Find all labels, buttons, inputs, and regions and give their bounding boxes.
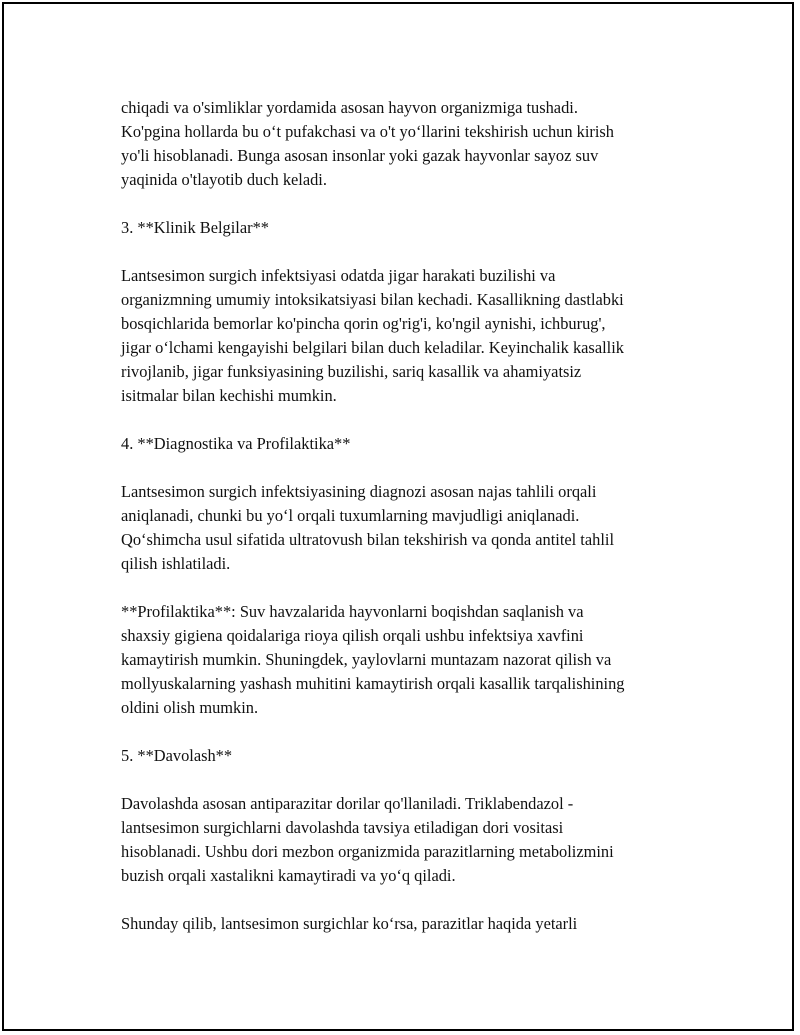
section-heading-treatment (121, 744, 701, 768)
text-line: mollyuskalarning yashash muhitini kamaytirish orqali kasallik tarqalishining (121, 674, 625, 693)
text-line: Lantsesimon surgich infektsiyasining diagnozi asosan najas tahlili orqali (121, 482, 597, 501)
text-line: buzish orqali xastalikni kamaytiradi va yo‘q qiladi. (121, 866, 456, 885)
text-line: oldini olish mumkin. (121, 698, 259, 717)
text-line: Lantsesimon surgich infektsiyasi odatda jigar harakati buzilishi va (121, 266, 556, 285)
document-body (121, 96, 701, 960)
text-line: **Profilaktika**: Suv havzalarida hayvonlarni boqishdan saqlanish va (121, 602, 584, 621)
text-line: hisoblanadi. Ushbu dori mezbon organizmida parazitlarning metabolizmini (121, 842, 614, 861)
paragraph-prophylaxis (121, 600, 701, 720)
text-line: chiqadi va o'simliklar yordamida asosan hayvon organizmiga tushadi. (121, 98, 578, 117)
page-frame (2, 2, 794, 1031)
text-line: organizmning umumiy intoksikatsiyasi bilan kechadi. Kasallikning dastlabki (121, 290, 624, 309)
heading-text: 3. **Klinik Belgilar** (121, 218, 269, 237)
text-line: Qo‘shimcha usul sifatida ultratovush bilan tekshirish va qonda antitel tahlil (121, 530, 614, 549)
text-line: jigar o‘lchami kengayishi belgilari bilan duch keladilar. Keyinchalik kasallik (121, 338, 624, 357)
heading-text: 5. **Davolash** (121, 746, 233, 765)
paragraph-treatment (121, 792, 701, 888)
text-line: lantsesimon surgichlarni davolashda tavsiya etiladigan dori vositasi (121, 818, 564, 837)
text-line: isitmalar bilan kechishi mumkin. (121, 386, 337, 405)
text-line: qilish ishlatiladi. (121, 554, 231, 573)
text-line: Shunday qilib, lantsesimon surgichlar ko‘rsa, parazitlar haqida yetarli (121, 914, 578, 933)
paragraph-conclusion (121, 912, 701, 936)
text-line: rivojlanib, jigar funksiyasining buzilishi, sariq kasallik va ahamiyatsiz (121, 362, 582, 381)
text-line: yaqinida o'tlayotib duch keladi. (121, 170, 327, 189)
text-line: shaxsiy gigiena qoidalariga rioya qilish orqali ushbu infektsiya xavfini (121, 626, 584, 645)
text-line: Davolashda asosan antiparazitar dorilar qo'llaniladi. Triklabendazol - (121, 794, 574, 813)
text-line: Ko'pgina hollarda bu o‘t pufakchasi va o't yo‘llarini tekshirish uchun kirish (121, 122, 614, 141)
text-line: yo'li hisoblanadi. Bunga asosan insonlar yoki gazak hayvonlar sayoz suv (121, 146, 599, 165)
section-heading-clinical-signs (121, 216, 701, 240)
paragraph-clinical-signs (121, 264, 701, 408)
text-line: bosqichlarida bemorlar ko'pincha qorin og'rig'i, ko'ngil aynishi, ichburug', (121, 314, 606, 333)
section-heading-diagnostics (121, 432, 701, 456)
text-line: aniqlanadi, chunki bu yo‘l orqali tuxumlarning mavjudligi aniqlanadi. (121, 506, 580, 525)
heading-text: 4. **Diagnostika va Profilaktika** (121, 434, 351, 453)
paragraph-diagnostics (121, 480, 701, 576)
text-line: kamaytirish mumkin. Shuningdek, yaylovlarni muntazam nazorat qilish va (121, 650, 612, 669)
paragraph-intro-continued (121, 96, 701, 192)
